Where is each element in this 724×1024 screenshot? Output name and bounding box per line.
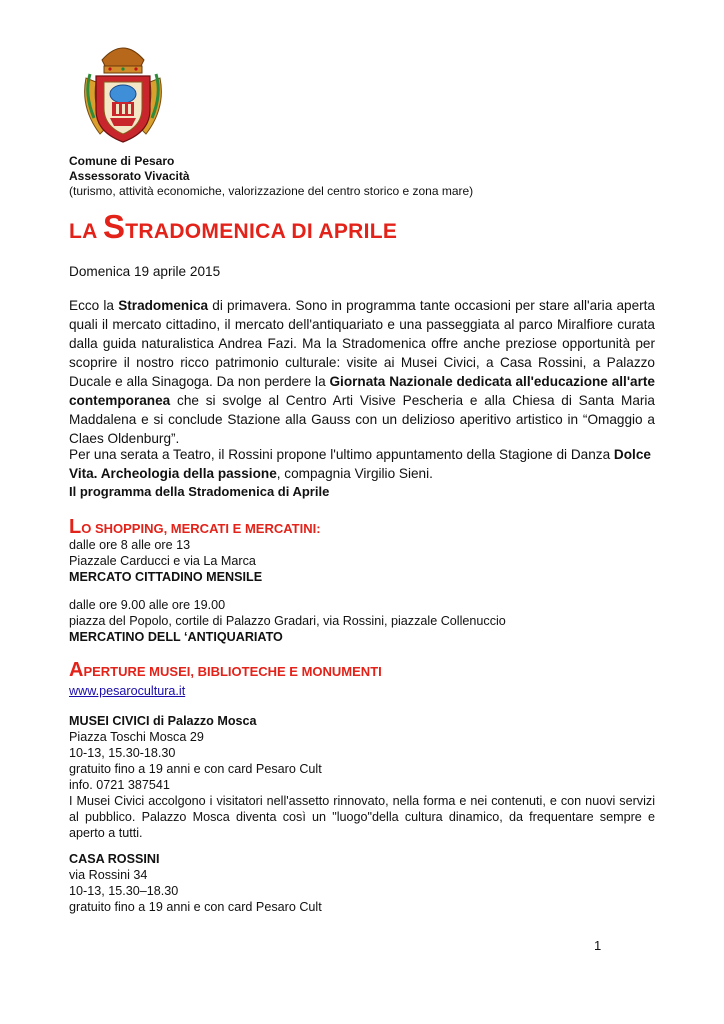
venue-free: gratuito fino a 19 anni e con card Pesaro Cult xyxy=(69,762,322,776)
event-name: MERCATINO DELL ‘ANTIQUARIATO xyxy=(69,630,283,644)
venue-info: info. 0721 387541 xyxy=(69,778,170,792)
intro-text: Ecco la xyxy=(69,298,119,313)
event-time: dalle ore 8 alle ore 13 xyxy=(69,538,191,552)
page-number: 1 xyxy=(594,938,602,953)
department: Assessorato Vivacità xyxy=(69,169,190,183)
heading-rest: O SHOPPING, MERCATI E MERCATINI: xyxy=(81,521,321,536)
intro-paragraph xyxy=(69,296,655,448)
event-place: piazza del Popolo, cortile di Palazzo Gradari, via Rossini, piazzale Collenuccio xyxy=(69,614,506,628)
event-date: Domenica 19 aprile 2015 xyxy=(69,264,221,279)
title-initial: S xyxy=(102,208,126,245)
casa-rossini xyxy=(69,851,655,915)
org-name: Comune di Pesaro xyxy=(69,154,175,168)
pesarocultura-link[interactable]: www.pesarocultura.it xyxy=(69,684,186,698)
shopping-heading xyxy=(69,516,321,539)
venue-hours: 10-13, 15.30-18.30 xyxy=(69,746,176,760)
event-place: Piazzale Carducci e via La Marca xyxy=(69,554,256,568)
department-subtitle: (turismo, attività economiche, valorizzazione del centro storico e zona mare) xyxy=(69,184,474,198)
theatre-bold: Dolce Vita. Archeologia della passione xyxy=(69,447,651,481)
theatre-text: Per una serata a Teatro, il Rossini propone l'ultimo appuntamento della Stagione di Danza xyxy=(69,447,614,462)
venue-hours: 10-13, 15.30–18.30 xyxy=(69,884,179,898)
mercatino-antiquariato xyxy=(69,597,655,645)
venue-address: Piazza Toschi Mosca 29 xyxy=(69,730,204,744)
venue-address: via Rossini 34 xyxy=(69,868,148,882)
venue-description: I Musei Civici accolgono i visitatori nell'assetto rinnovato, nella forma e nei contenuti, e con nuovi servizi al pubblico. Palazzo Mosca diventa così un "luogo"della cultura dinamico, da frequentare sempre e aperto a tutti. xyxy=(69,794,655,840)
theatre-text: , compagnia Virgilio Sieni. xyxy=(276,466,433,481)
theatre-paragraph xyxy=(69,445,655,483)
programma-heading: Il programma della Stradomenica di Aprile xyxy=(69,484,330,499)
venue-name: CASA ROSSINI xyxy=(69,852,160,866)
venue-free: gratuito fino a 19 anni e con card Pesaro Cult xyxy=(69,900,322,914)
intro-bold: Giornata Nazionale dedicata all'educazione all'arte contemporanea xyxy=(69,374,655,408)
page-title xyxy=(69,208,397,246)
event-name: MERCATO CITTADINO MENSILE xyxy=(69,570,263,584)
intro-text: che si svolge al Centro Arti Visive Pescheria e alla Chiesa di Santa Maria Maddalena e si conclude Stazione alla Gauss con un delizioso aperitivo artistico in “Omaggio a Claes Oldenburg”. xyxy=(69,393,655,446)
header xyxy=(69,154,473,199)
pesarocultura-link-wrap xyxy=(69,683,655,699)
mercato-cittadino xyxy=(69,537,655,585)
heading-rest: PERTURE MUSEI, BIBLIOTECHE E MONUMENTI xyxy=(83,664,382,679)
venue-name: MUSEI CIVICI di Palazzo Mosca xyxy=(69,714,257,728)
title-rest: TRADOMENICA DI APRILE xyxy=(125,220,398,243)
title-prefix: LA xyxy=(69,220,103,243)
musei-heading xyxy=(69,659,382,682)
intro-text: di primavera. Sono in programma tante occasioni per stare all'aria aperta quali il mercato cittadino, il mercato dell'antiquariato e una passeggiata al parco Miralfiore curata dalla guida naturalistica Andrea Fazi. Ma la Stradomenica offre anche preziose opportunità per scoprire il nostro ricco patrimonio culturale: visite ai Musei Civici, a Casa Rossini, a Palazzo Ducale e alla Sinagoga. Da non perdere la xyxy=(69,298,655,389)
heading-initial: A xyxy=(69,659,84,681)
event-time: dalle ore 9.00 alle ore 19.00 xyxy=(69,598,226,612)
musei-civici xyxy=(69,713,655,841)
coat-of-arms-logo xyxy=(80,38,166,146)
heading-initial: L xyxy=(69,516,82,538)
intro-bold: Stradomenica xyxy=(118,298,209,313)
